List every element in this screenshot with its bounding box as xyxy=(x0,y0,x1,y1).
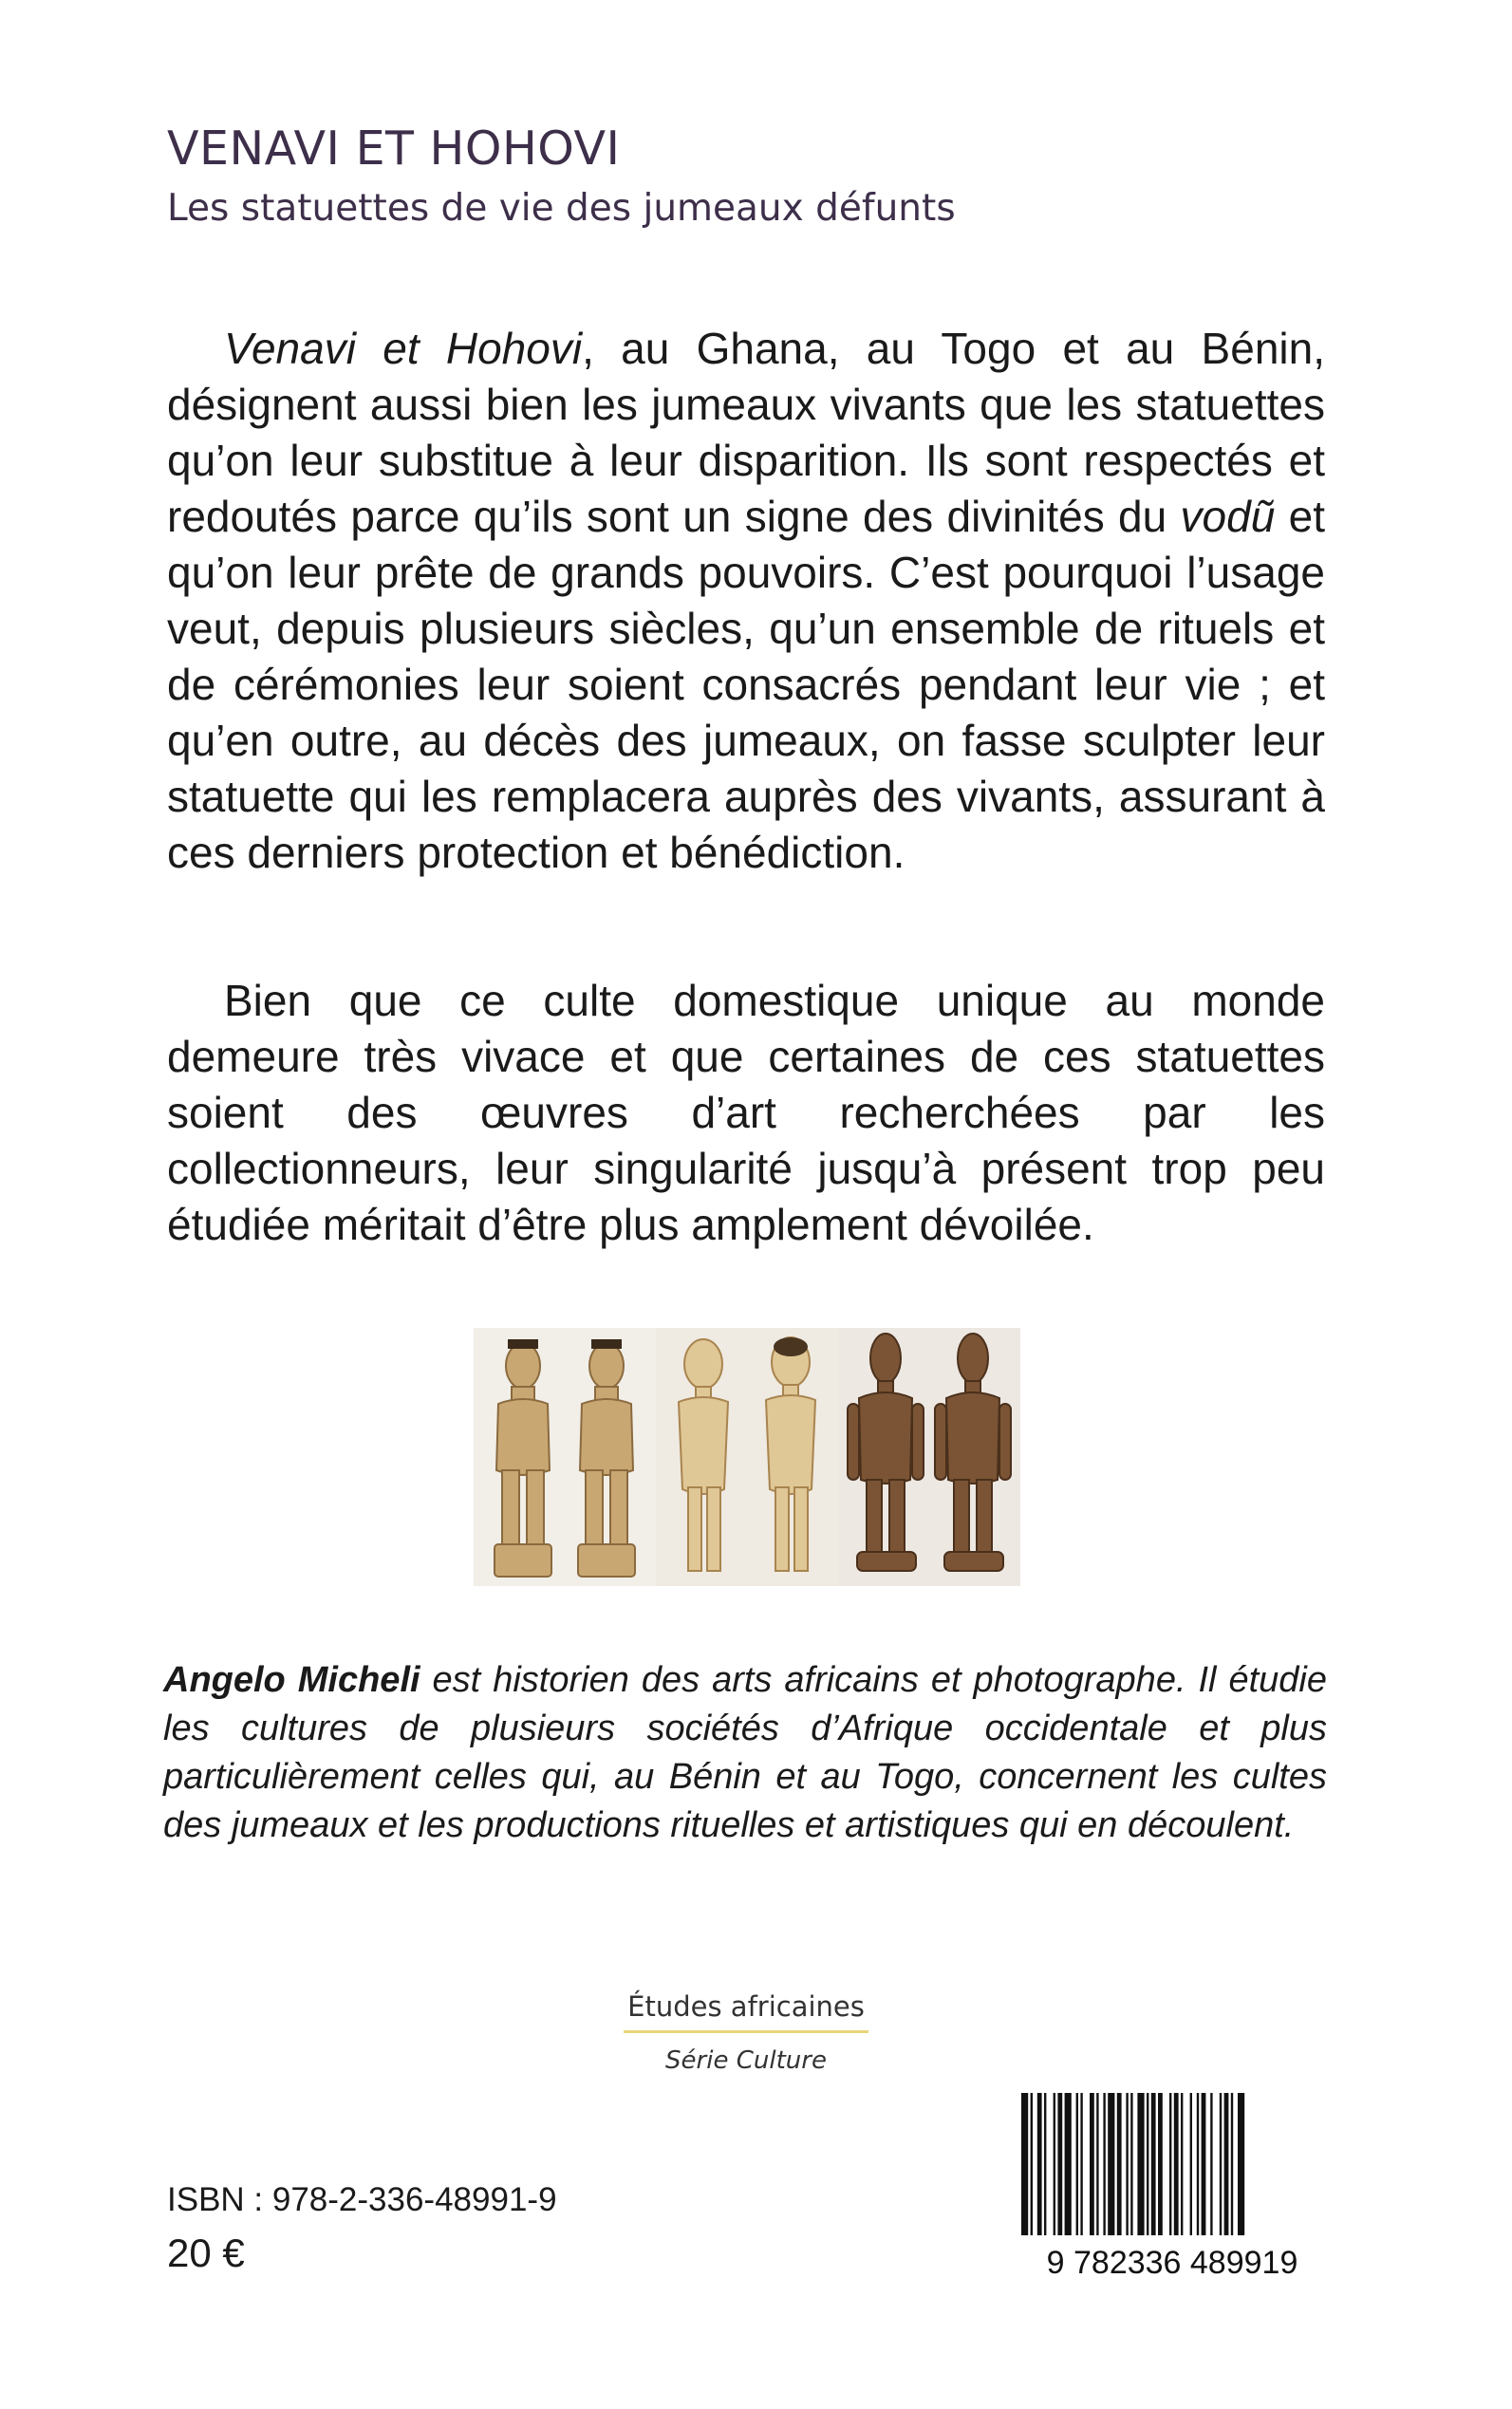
barcode-bar xyxy=(1147,2093,1148,2235)
barcode-bar xyxy=(1130,2093,1132,2235)
barcode-bar xyxy=(1054,2093,1055,2235)
barcode-bar xyxy=(1065,2093,1072,2235)
series-name: Études africaines xyxy=(624,1990,868,2033)
barcode-bar xyxy=(1224,2093,1229,2235)
barcode-digits: 9 782336 489919 xyxy=(1046,2245,1298,2281)
barcode-bar xyxy=(1103,2093,1105,2235)
author-bio-text: est historien des arts africains et photographe. Il étudie les cultures de plusieurs sociétés d’Afrique occidentale et plus particulièrement celles qui, au Bénin et au Togo, concernent les cultes des jumeaux et les productions rituelles et artistiques qui en découlent. xyxy=(163,1660,1327,1845)
paragraph-1-text-b: et qu’on leur prête de grands pouvoirs. C’est pourquoi l’usage veut, depuis plusieurs siècles, qu’un ensemble de rituels et de cérémonies leur soient consacrés pendant leur vie ; et qu’en outre, au décès des jumeaux, on fasse sculpter leur statuette qui les remplacera auprès des vivants, assurant à ces derniers protection et bénédiction. xyxy=(167,492,1325,877)
isbn: ISBN : 978-2-336-48991-9 xyxy=(167,2181,557,2218)
barcode-bar xyxy=(1169,2093,1171,2235)
emphasis-venavi-hohovi: Venavi et Hohovi xyxy=(224,324,583,373)
book-title: VENAVI ET HOHOVI xyxy=(167,121,621,176)
series-subtitle: Série Culture xyxy=(665,2046,827,2075)
barcode-bar xyxy=(1210,2093,1212,2235)
description-paragraph-1 xyxy=(167,321,1325,881)
barcode-bar xyxy=(1151,2093,1156,2235)
barcode-bar xyxy=(1220,2093,1222,2235)
barcode-bars-icon xyxy=(1014,2093,1331,2283)
barcode-bar xyxy=(1044,2093,1046,2235)
description-paragraph-2: Bien que ce culte domestique unique au monde demeure très vivace et que certaines de ces statuettes soient des œuvres d’art recherchées par les collectionneurs, leur singularité jusqu’à présent trop peu étudiée méritait d’être plus amplement dévoilée. xyxy=(167,976,1325,1249)
barcode-bar xyxy=(1117,2093,1122,2235)
barcode-bar xyxy=(1037,2093,1042,2235)
barcode xyxy=(1014,2093,1331,2283)
barcode-bar xyxy=(1238,2093,1244,2235)
barcode-bar xyxy=(1137,2093,1144,2235)
paragraph-1-text-a: , au Ghana, au Togo et au Bénin, désignent aussi bien les jumeaux vivants que les statuettes qu’on leur substitue à leur disparition. Ils sont respectés et redoutés parce qu’ils sont un signe des divinités du xyxy=(167,324,1325,541)
author-name: Angelo Micheli xyxy=(163,1660,420,1700)
price: 20 € xyxy=(167,2231,245,2275)
barcode-bar xyxy=(1174,2093,1179,2235)
book-subtitle: Les statuettes de vie des jumeaux défunts xyxy=(167,187,956,230)
photo-panel-light-statuettes xyxy=(474,1328,656,1586)
author-bio xyxy=(163,1656,1327,1850)
barcode-bar xyxy=(1076,2093,1078,2235)
barcode-bar xyxy=(1181,2093,1183,2235)
barcode-bar xyxy=(1080,2093,1082,2235)
photo-panel-pale-statuettes xyxy=(656,1328,838,1586)
barcode-bar xyxy=(1021,2093,1028,2235)
barcode-bar xyxy=(1090,2093,1094,2235)
barcode-bar xyxy=(1197,2093,1199,2235)
barcode-bar xyxy=(1126,2093,1128,2235)
barcode-bar xyxy=(1190,2093,1192,2235)
barcode-bar xyxy=(1231,2093,1233,2235)
barcode-bar xyxy=(1096,2093,1098,2235)
barcode-bar xyxy=(1031,2093,1033,2235)
barcode-bar xyxy=(1158,2093,1163,2235)
barcode-bar xyxy=(1202,2093,1206,2235)
statuettes-photo xyxy=(474,1328,1020,1586)
series-label xyxy=(569,1990,923,2075)
emphasis-vodu: vodũ xyxy=(1180,492,1276,541)
photo-panel-dark-statuettes xyxy=(838,1328,1020,1586)
barcode-bar xyxy=(1057,2093,1062,2235)
barcode-bar xyxy=(1108,2093,1114,2235)
